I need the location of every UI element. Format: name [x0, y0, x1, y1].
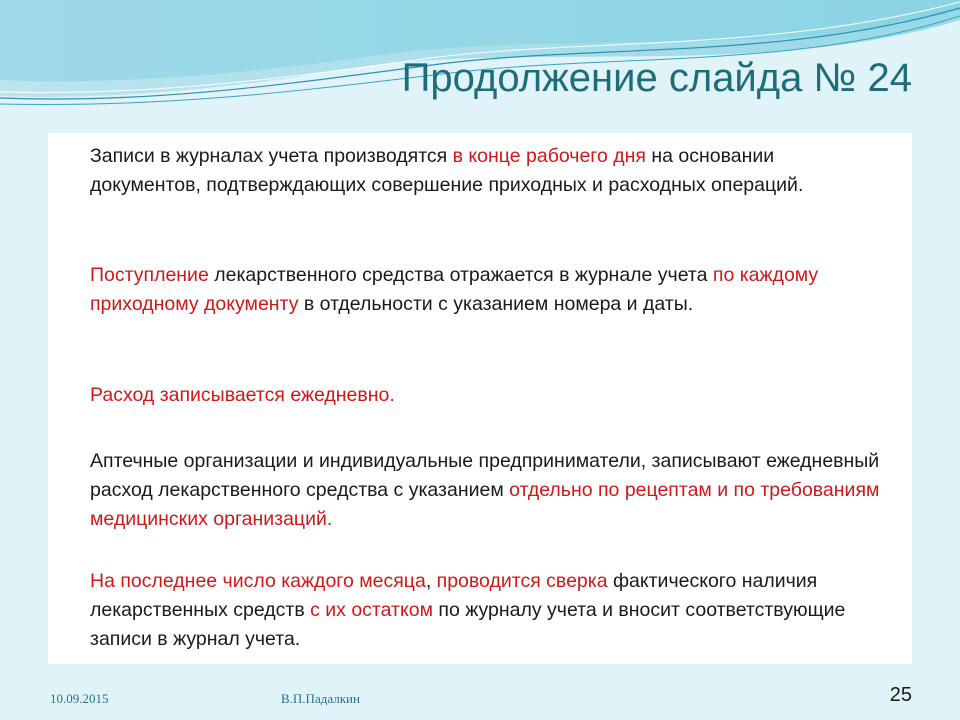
- paragraph-4: [90, 447, 880, 534]
- paragraph-2-text: лекарственного средства отражается в журнале учета: [208, 264, 713, 286]
- paragraph-2-highlight: Поступление: [90, 264, 209, 286]
- footer-date: 10.09.2015: [50, 691, 109, 706]
- paragraph-5-highlight: с их остатком: [310, 599, 433, 621]
- paragraph-2: [90, 261, 880, 319]
- footer-author: В.П.Падалкин: [281, 691, 360, 706]
- page-number: 25: [889, 684, 912, 706]
- paragraph-2-text: в отдельности с указанием номера и даты.: [298, 293, 694, 315]
- paragraph-1-highlight: в конце рабочего дня: [452, 145, 646, 167]
- paragraph-4-text: Аптечные организации и индивидуальные предприниматели, записывают ежедневный расход лекарственного средства с указанием: [90, 450, 880, 501]
- paragraph-5-text: ,: [425, 570, 437, 592]
- paragraph-2-highlight: по каждому приходному документу: [90, 264, 819, 315]
- paragraph-4-highlight: отдельно по рецептам и по требованиям медицинских организаций.: [90, 479, 880, 530]
- paragraph-1-text: Записи в журналах учета производятся: [90, 145, 453, 167]
- paragraph-1-text: на основании документов, подтверждающих совершение приходных и расходных операций.: [90, 145, 804, 196]
- paragraph-5-text: фактического наличия лекарственных средств: [90, 570, 818, 621]
- paragraph-5: [90, 567, 880, 654]
- paragraph-5-highlight: На последнее число каждого месяца: [90, 570, 426, 592]
- paragraph-3: [90, 381, 880, 410]
- slide-title: Продолжение слайда № 24: [401, 56, 912, 100]
- paragraph-1: [90, 142, 880, 200]
- content-panel: [48, 133, 912, 664]
- paragraph-5-highlight: проводится сверка: [436, 570, 608, 592]
- paragraph-3-highlight: Расход записывается ежедневно.: [90, 384, 395, 406]
- paragraph-5-text: по журналу учета и вносит соответствующие записи в журнал учета.: [90, 599, 846, 650]
